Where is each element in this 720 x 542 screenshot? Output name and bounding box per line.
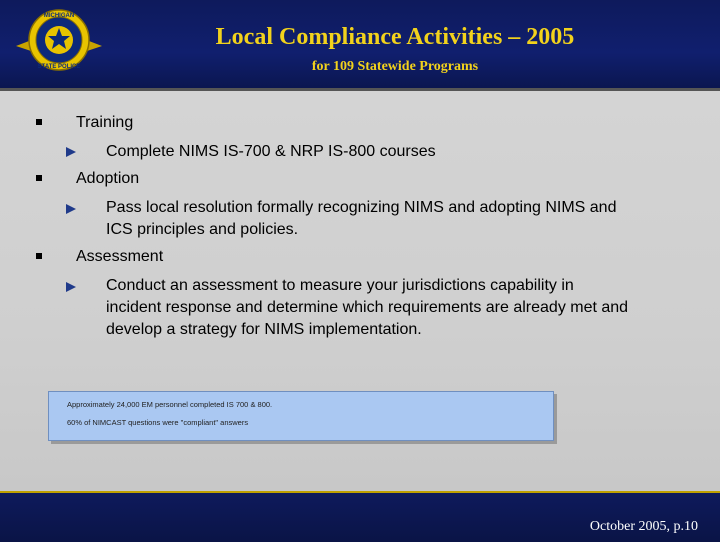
svg-text:MICHIGAN: MICHIGAN xyxy=(43,13,75,19)
bullet-square-icon xyxy=(36,253,42,259)
sub-bullet-adoption-line1: Pass local resolution formally recognizing NIMS and adopting NIMS and xyxy=(106,199,617,216)
footer-date-page: October 2005, p.10 xyxy=(589,519,698,534)
footer-bar xyxy=(0,491,720,542)
note-line-personnel: Approximately 24,000 EM personnel completed IS 700 & 800. xyxy=(67,400,273,409)
sub-bullet-assessment-line1: Conduct an assessment to measure your jurisdictions capability in xyxy=(106,277,574,294)
sub-bullet-assessment-line2: incident response and determine which requirements are already met and xyxy=(106,299,629,316)
sub-bullet-assessment-line3: develop a strategy for NIMS implementation. xyxy=(106,321,422,338)
bullet-square-icon xyxy=(36,175,42,181)
arrow-bullet-icon xyxy=(66,147,76,157)
michigan-state-police-badge-icon xyxy=(12,6,106,74)
sub-bullet-adoption-line2: ICS principles and policies. xyxy=(106,221,299,238)
bullet-adoption: Adoption xyxy=(76,170,140,187)
bullet-square-icon xyxy=(36,119,42,125)
slide-subtitle: for 109 Statewide Programs xyxy=(311,59,479,74)
sub-bullet-training-line1: Complete NIMS IS-700 & NRP IS-800 courses xyxy=(106,143,436,160)
svg-text:STATE POLICE: STATE POLICE xyxy=(37,64,81,70)
bullet-training: Training xyxy=(76,114,134,131)
header-bar xyxy=(0,0,720,90)
note-box xyxy=(48,391,554,441)
arrow-bullet-icon xyxy=(66,204,76,214)
note-line-nimcast: 60% of NIMCAST questions were "compliant" answers xyxy=(67,418,249,427)
arrow-bullet-icon xyxy=(66,282,76,292)
bullet-assessment: Assessment xyxy=(76,248,164,265)
slide-title: Local Compliance Activities – 2005 xyxy=(215,24,575,50)
